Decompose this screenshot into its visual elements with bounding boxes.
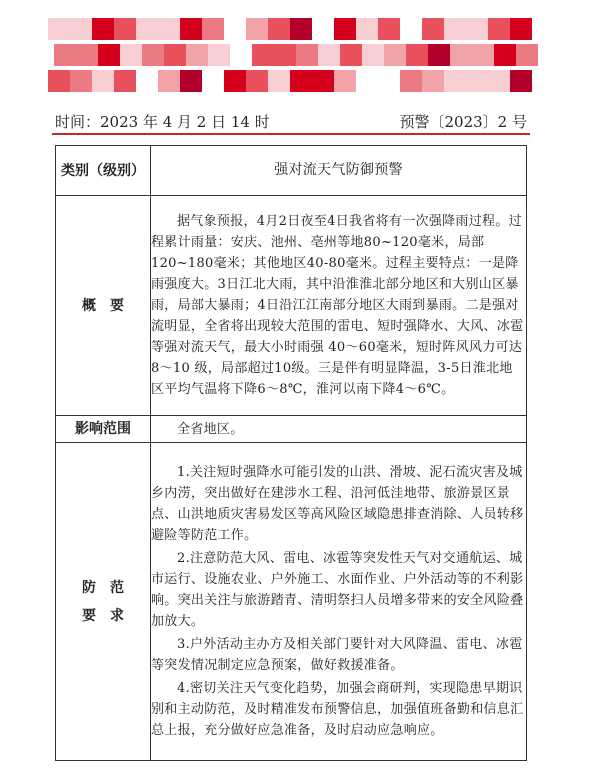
mosaic-pixel [114, 70, 136, 92]
mosaic-pixel [466, 70, 488, 92]
scope-text: 全省地区。 [177, 421, 244, 437]
mosaic-pixel [186, 44, 208, 66]
mosaic-pixel [136, 18, 158, 40]
mosaic-pixel [312, 70, 334, 92]
mosaic-pixel [114, 18, 136, 40]
mosaic-pixel [334, 70, 356, 92]
requirement-item: 4.密切关注天气变化趋势，加强会商研判，实现隐患早期识别和主动防范，及时精准发布预警信息，加强值班备勤和信息汇总上报，充分做好应急准备，及时启动应急响应。 [151, 681, 524, 738]
mosaic-pixel [202, 18, 224, 40]
table-row-category [56, 146, 527, 196]
mosaic-pixel [356, 70, 378, 92]
mosaic-pixel [450, 44, 472, 66]
mosaic-pixel [422, 18, 444, 40]
summary-text: 据气象预报，4月2日夜至4日我省将有一次强降雨过程。过程累计雨量：安庆、池州、亳州等地80~120毫米，局部120~180毫米；其他地区40-80毫米。过程主要特点：一是降雨强度大。3日江北大雨，其中沿淮淮北部分地区和大别山区暴雨，局部大暴雨；4日沿江江南部分地区大雨到暴雨。二是强对流明显，全省将出现较大范围的雷电、短时强降水、大风、冰雹等强对流天气，最大小时雨强 40～60毫米，短时阵风风力可达 8～10 级，局部超过10级。三是伴有明显降温，3-5日淮北地区平均气温将下降6～8℃，淮河以南下降4～6℃。 [151, 214, 524, 397]
mosaic-pixel [384, 44, 406, 66]
mosaic-pixel [400, 70, 422, 92]
mosaic-pixel [362, 44, 384, 66]
red-divider-line [52, 133, 530, 135]
mosaic-pixel [466, 18, 488, 40]
scope-value [151, 416, 527, 443]
mosaic-pixel [230, 44, 252, 66]
mosaic-pixel [290, 18, 312, 40]
mosaic-pixel [472, 44, 494, 66]
category-label: 类别（级别） [56, 146, 151, 196]
table-row-requirements [56, 443, 527, 761]
table-row-scope [56, 416, 527, 443]
mosaic-pixel [70, 70, 92, 92]
mosaic-pixel [224, 70, 246, 92]
mosaic-pixel [246, 18, 268, 40]
mosaic-pixel [268, 70, 290, 92]
requirements-label: 防 范 要 求 [56, 443, 151, 761]
mosaic-pixel [158, 18, 180, 40]
mosaic-pixel [296, 44, 318, 66]
mosaic-pixel [400, 18, 422, 40]
mosaic-pixel [356, 18, 378, 40]
mosaic-pixel [428, 44, 450, 66]
mosaic-pixel [252, 44, 274, 66]
summary-value [151, 196, 527, 416]
redacted-title-mosaic [48, 18, 552, 98]
summary-label: 概 要 [56, 196, 151, 416]
requirements-value [151, 443, 527, 761]
scope-label: 影响范围 [56, 416, 151, 443]
warning-table [55, 145, 527, 761]
mosaic-pixel [444, 70, 466, 92]
mosaic-pixel [340, 44, 362, 66]
mosaic-pixel [378, 18, 400, 40]
mosaic-pixel [488, 18, 510, 40]
mosaic-pixel [92, 18, 114, 40]
mosaic-pixel [70, 18, 92, 40]
category-value: 强对流天气防御预警 [151, 146, 527, 196]
mosaic-pixel [92, 70, 114, 92]
requirement-item: 2.注意防范大风、雷电、冰雹等突发性天气对交通航运、城市运行、设施农业、户外施工、水面作业、户外活动等的不利影响。突出关注与旅游踏青、清明祭扫人员增多带来的安全风险叠加放大。 [151, 551, 524, 629]
mosaic-pixel [98, 44, 120, 66]
issue-time: 时间：2023 年 4 月 2 日 14 时 [55, 113, 270, 131]
mosaic-pixel [422, 70, 444, 92]
requirement-item: 3.户外活动主办方及相关部门要针对大风降温、雷电、冰雹等突发情况制定应急预案，做好救援准备。 [151, 637, 523, 673]
mosaic-pixel [318, 44, 340, 66]
mosaic-pixel [180, 70, 202, 92]
mosaic-pixel [76, 44, 98, 66]
mosaic-pixel [142, 44, 164, 66]
mosaic-pixel [268, 18, 290, 40]
mosaic-pixel [224, 18, 246, 40]
mosaic-pixel [208, 44, 230, 66]
mosaic-pixel [274, 44, 296, 66]
mosaic-pixel [158, 70, 180, 92]
mosaic-pixel [516, 44, 538, 66]
mosaic-pixel [334, 18, 356, 40]
table-row-summary [56, 196, 527, 416]
mosaic-pixel [510, 70, 532, 92]
mosaic-pixel [48, 18, 70, 40]
mosaic-pixel [246, 70, 268, 92]
document-header [55, 110, 527, 132]
requirement-item: 1.关注短时强降水可能引发的山洪、滑坡、泥石流灾害及城乡内涝，突出做好在建涉水工程、沿河低洼地带、旅游景区景点、山洪地质灾害易发区等高风险区域隐患排查消除、人员转移避险等防范工作。 [151, 465, 524, 543]
mosaic-pixel [378, 70, 400, 92]
mosaic-pixel [312, 18, 334, 40]
mosaic-pixel [180, 18, 202, 40]
mosaic-pixel [202, 70, 224, 92]
mosaic-pixel [406, 44, 428, 66]
mosaic-pixel [48, 70, 70, 92]
mosaic-pixel [444, 18, 466, 40]
mosaic-pixel [136, 70, 158, 92]
mosaic-pixel [488, 70, 510, 92]
mosaic-pixel [510, 18, 532, 40]
mosaic-pixel [54, 44, 76, 66]
mosaic-pixel [164, 44, 186, 66]
mosaic-pixel [494, 44, 516, 66]
mosaic-pixel [120, 44, 142, 66]
mosaic-pixel [290, 70, 312, 92]
warning-number: 预警〔2023〕2 号 [399, 113, 527, 131]
